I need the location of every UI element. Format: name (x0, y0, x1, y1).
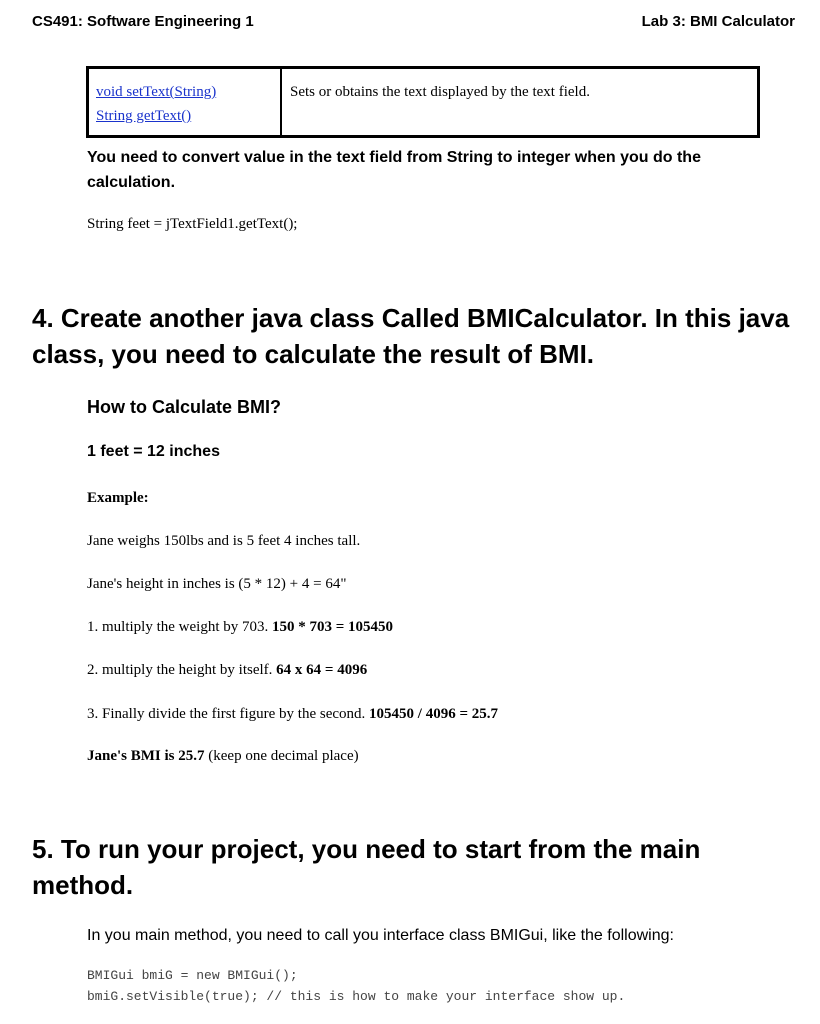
step-1-result: 150 * 703 = 105450 (272, 619, 394, 635)
api-table (86, 66, 760, 138)
step-2-result: 64 x 64 = 4096 (276, 662, 368, 678)
code-line-1: BMIGui bmiG = new BMIGui(); (87, 968, 298, 983)
step-1 (87, 619, 393, 636)
settext-method-link[interactable]: void setText(String) (96, 84, 217, 100)
gettext-method-link[interactable]: String getText() (96, 108, 192, 124)
section-5-heading: 5. To run your project, you need to start from the main method. (32, 834, 701, 900)
step-3-text: 3. Finally divide the first figure by the second. (87, 706, 370, 722)
step-2 (87, 662, 367, 679)
step-3-result: 105450 / 4096 = 25.7 (369, 706, 498, 722)
example-line-height: Jane's height in inches is (5 * 12) + 4 = 64" (87, 576, 347, 592)
code-example-line: String feet = jTextField1.getText(); (87, 216, 298, 232)
code-line-2: bmiG.setVisible(true); // this is how to make your interface show up. (87, 989, 626, 1004)
bmi-result-value: Jane's BMI is 25.7 (87, 748, 205, 764)
conversion-note: You need to convert value in the text field from String to integer when you do the calculation. (87, 149, 701, 191)
feet-conversion: 1 feet = 12 inches (87, 443, 220, 460)
api-description-cell: Sets or obtains the text displayed by the text field. (290, 84, 590, 100)
main-method-intro: In you main method, you need to call you interface class BMIGui, like the following: (87, 927, 674, 944)
bmi-result (87, 748, 359, 765)
bmi-result-note: (keep one decimal place) (204, 748, 359, 764)
example-line-weight: Jane weighs 150lbs and is 5 feet 4 inches tall. (87, 533, 361, 549)
header-course-title: CS491: Software Engineering 1 (32, 13, 254, 30)
bmi-subheading: How to Calculate BMI? (87, 397, 282, 417)
step-1-text: 1. multiply the weight by 703. (87, 619, 272, 635)
example-label: Example: (87, 490, 149, 506)
api-methods-cell (89, 69, 282, 135)
code-block (87, 965, 625, 1007)
step-2-text: 2. multiply the height by itself. (87, 662, 277, 678)
header-lab-title: Lab 3: BMI Calculator (641, 13, 795, 30)
step-3 (87, 706, 498, 723)
section-4-heading: 4. Create another java class Called BMICalculator. In this java class, you need to calculate the result of BMI. (32, 303, 790, 369)
